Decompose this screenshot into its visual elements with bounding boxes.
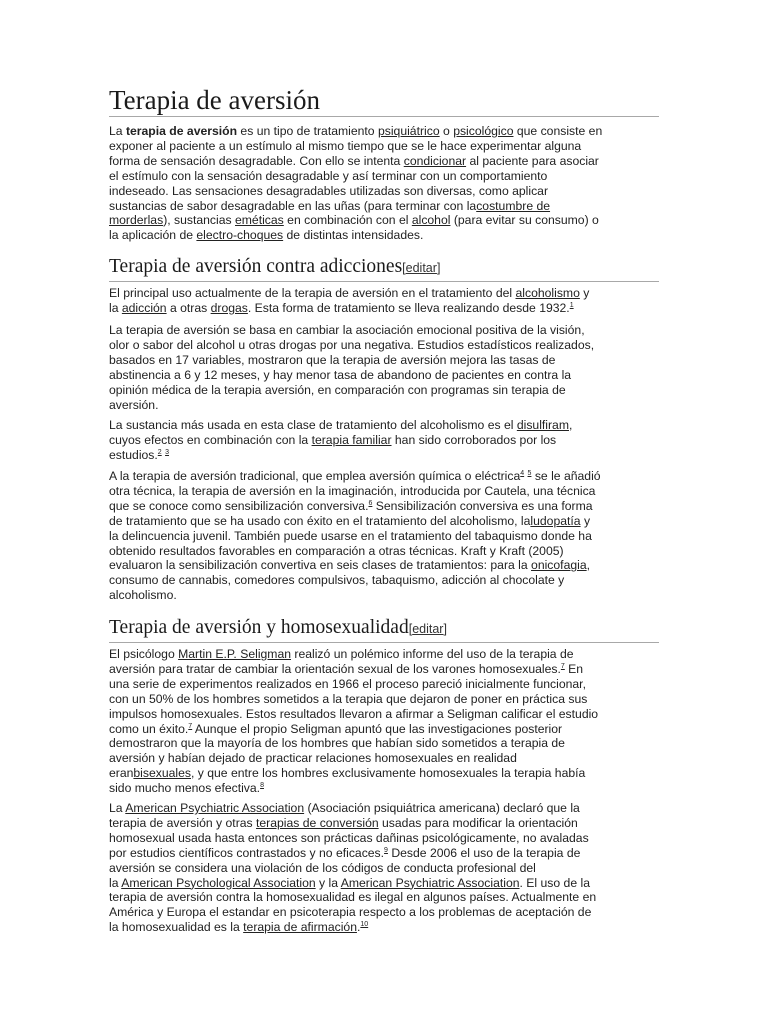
text-run: de tratamiento que se ha usado con éxito en el tratamiento del alcoholismo, la <box>109 513 531 528</box>
text-line <box>109 184 661 199</box>
text-line <box>109 323 661 338</box>
text-line <box>109 573 661 588</box>
text-line <box>109 751 661 766</box>
reference-link[interactable]: 1 <box>569 301 574 309</box>
text-run: la delincuencia juvenil. También puede usarse en el tratamiento del tabaquismo donde ha <box>109 528 592 543</box>
text-line <box>109 418 661 433</box>
text-run: aversión para tratar de cambiar la orientación sexual de los varones homosexuales. <box>109 661 561 676</box>
text-run: estudios. <box>109 447 158 462</box>
text-line <box>109 529 661 544</box>
section-heading-text: Terapia de aversión contra adicciones <box>109 256 403 277</box>
reference-link[interactable]: 3 <box>165 448 169 456</box>
text-line <box>109 469 661 484</box>
text-run: realizó un polémico informe del uso de la terapia de <box>291 647 574 661</box>
text-run: terapia de aversión y otras <box>109 815 257 830</box>
text-run: con un 50% de los hombres sometidos a la terapia que dejaron de poner en práctica sus <box>109 691 588 706</box>
text-line <box>109 448 661 463</box>
text-line <box>109 876 661 891</box>
text-run: Sensibilización conversiva es una forma <box>372 498 593 513</box>
text-run: impulsos homosexuales. Estos resultados llevaron a afirmar a Seligman calificar el estudio <box>109 706 599 721</box>
text-line <box>109 588 661 603</box>
text-line <box>109 383 661 398</box>
text-run: a otras <box>166 300 211 315</box>
article-link[interactable]: onicofagia <box>531 558 587 573</box>
text-run: se le añadió <box>531 469 601 483</box>
text-line <box>109 199 661 214</box>
text-line <box>109 831 661 846</box>
text-line <box>109 154 661 169</box>
text-run: (Asociación psiquiátrica americana) declaró que la <box>304 801 580 815</box>
text-run: demostraron que la mayoría de los hombres que habían sido sometidos a terapia de <box>109 736 565 751</box>
text-run: por estudios científicos contrastados y no eficaces. <box>109 845 385 860</box>
text-run: abstinencia a 6 y 12 meses, y hay menor tasa de abandono de pacientes en contra la <box>109 367 572 382</box>
text-line <box>109 846 661 861</box>
text-run: obtenido resultados favorables en comparación a otras técnicas. Kraft y Kraft (2005) <box>109 543 564 558</box>
text-run: forma de sensación desagradable. Con ello se intenta <box>109 153 404 168</box>
text-run: indeseado. Las sensaciones desagradables utilizadas son diversas, como aplicar <box>109 183 549 198</box>
text-line <box>109 890 661 905</box>
text-line <box>109 544 661 559</box>
text-run: otra técnica, la terapia de aversión en la imaginación, introducida por Cautela, una técnica <box>109 483 596 498</box>
text-run: basados en 17 variables, mostraron que la terapia de aversión mejora las tasas de <box>109 352 556 367</box>
text-run: que consiste en <box>513 124 603 138</box>
article-link[interactable]: American Psychiatric Association <box>340 875 520 890</box>
text-run: , <box>569 418 573 432</box>
reference-link[interactable]: 7 <box>560 662 565 670</box>
article-link[interactable]: alcoholismo <box>515 286 580 300</box>
text-line <box>109 662 661 677</box>
paragraph <box>109 286 661 316</box>
text-run: El psicólogo <box>109 647 179 661</box>
text-run: (para evitar su consumo) o <box>450 213 599 228</box>
text-run: homosexual usada hasta entonces son prácticas dañinas psicológicamente, no avaladas <box>109 830 589 845</box>
reference-link[interactable]: 9 <box>384 846 388 854</box>
text-run: cuyos efectos en combinación con la <box>109 432 312 447</box>
article-link[interactable]: terapia familiar <box>311 432 392 447</box>
text-line <box>109 301 661 316</box>
text-run: en combinación con el <box>283 213 412 228</box>
text-run: usadas para modificar la orientación <box>378 815 578 830</box>
bold-term: terapia de aversión <box>125 124 238 138</box>
reference-link[interactable]: 4 <box>520 470 525 477</box>
text-run: alcoholismo. <box>109 588 177 603</box>
text-line <box>109 286 661 301</box>
text-run: al paciente para asociar <box>466 153 599 168</box>
text-run: aversión. <box>109 397 159 412</box>
text-run: consumo de cannabis, comedores compulsivos, tabaquismo, adicción al chocolate y <box>109 573 565 588</box>
text-line <box>109 781 661 796</box>
text-run: ), sustancias <box>163 213 235 228</box>
text-line <box>109 338 661 353</box>
text-run: , y que entre los hombres exclusivamente homosexuales la terapia había <box>191 766 586 781</box>
text-run: La sustancia más usada en esta clase de tratamiento del alcoholismo es el <box>109 418 517 432</box>
article-link[interactable]: alcohol <box>411 213 451 228</box>
text-run: exponer al paciente a un estímulo al mismo tiempo que se le hace experimentar alguna <box>109 138 582 153</box>
text-run: aversión y habían dejado de practicar relaciones homosexuales en realidad <box>109 751 517 766</box>
article-link[interactable]: disulfiram <box>516 418 569 432</box>
text-run: de distintas intensidades. <box>283 228 424 243</box>
text-line <box>109 484 661 499</box>
text-line <box>109 920 661 935</box>
edit-section-link-group: [editar] <box>408 622 447 636</box>
text-run: olor o sabor del alcohol u otras drogas por una negativa. Estudios estadísticos realizados, <box>109 337 595 352</box>
article-link[interactable]: eméticas <box>235 213 284 228</box>
text-run: La <box>109 124 126 138</box>
text-run: sido mucho menos efectiva. <box>109 781 261 796</box>
text-run: una serie de experimentos realizados en 1966 el proceso pareció inicialmente funcionar, <box>109 676 586 691</box>
article-link[interactable]: electro-choques <box>196 228 284 243</box>
text-run: evaluaron la sensibilización convertiva en seis clases de tratamientos: para la <box>109 558 532 573</box>
text-run: eran <box>109 766 134 781</box>
text-run: la homosexualidad es la <box>109 920 244 935</box>
text-line <box>109 228 661 243</box>
text-line <box>109 905 661 920</box>
text-line <box>109 736 661 751</box>
text-run: Desde 2006 el uso de la terapia de <box>387 845 581 860</box>
section-heading-text: Terapia de aversión y homosexualidad <box>109 617 409 638</box>
text-run: . El uso de la <box>519 875 590 890</box>
paragraph <box>109 801 661 935</box>
text-run: que se conoce como sensibilización conversiva. <box>109 498 369 513</box>
text-line <box>109 816 661 831</box>
paragraph <box>109 323 661 412</box>
reference-link[interactable]: 5 <box>527 470 532 477</box>
text-run: A la terapia de aversión tradicional, que emplea aversión química o eléctrica <box>109 469 521 483</box>
text-run: opinión médica de la terapia aversión, en comparación con programas sin terapia de <box>109 382 566 397</box>
reference-link[interactable]: 7 <box>188 722 193 730</box>
text-run: . <box>356 920 361 935</box>
reference-link[interactable]: 2 <box>157 448 162 456</box>
text-run: y <box>579 286 590 300</box>
reference-link[interactable]: 6 <box>368 499 373 507</box>
reference-link[interactable]: 8 <box>260 782 264 790</box>
text-line <box>109 213 661 228</box>
article-link[interactable]: Martin E.P. Seligman <box>178 647 292 661</box>
article-link[interactable]: terapia de afirmación <box>243 920 357 935</box>
article-link[interactable]: psicológico <box>453 124 514 138</box>
paragraph <box>109 418 661 463</box>
article-link[interactable]: costumbre de <box>476 198 551 213</box>
text-run: aversión se considera una violación de los códigos de conducta profesional del <box>109 860 536 875</box>
article-link[interactable]: morderlas <box>109 213 164 228</box>
text-line <box>109 398 661 413</box>
paragraph <box>109 469 661 603</box>
article-link[interactable]: American Psychological Association <box>121 875 316 890</box>
text-line <box>109 801 661 816</box>
text-run: El principal uso actualmente de la terapia de aversión en el tratamiento del <box>109 286 516 300</box>
text-line <box>109 139 661 154</box>
text-run: la <box>109 300 122 315</box>
edit-section-link-group: [editar] <box>402 261 441 275</box>
text-run: La <box>109 801 126 815</box>
text-line <box>109 677 661 692</box>
section-heading <box>109 256 659 282</box>
text-run: la <box>109 875 122 890</box>
text-line <box>109 433 661 448</box>
text-line <box>109 368 661 383</box>
text-run: , <box>586 558 591 573</box>
text-run: o <box>439 124 454 138</box>
text-line <box>109 766 661 781</box>
text-run: y <box>580 513 591 528</box>
text-line <box>109 722 661 737</box>
article-link[interactable]: condicionar <box>403 153 467 168</box>
reference-link[interactable]: 10 <box>360 921 369 929</box>
article-link[interactable]: terapias de conversión <box>256 815 379 830</box>
text-line <box>109 514 661 529</box>
intro-paragraph <box>109 124 661 243</box>
text-run: han sido corroborados por los <box>391 432 557 447</box>
text-run: es un tipo de tratamiento <box>237 124 378 138</box>
section-heading <box>109 617 659 643</box>
text-line <box>109 499 661 514</box>
text-line <box>109 124 661 139</box>
text-line <box>109 353 661 368</box>
text-run: América y Europa el estandar en psicoterapia respecto a los problemas de aceptación de <box>109 905 592 920</box>
paragraph <box>109 647 661 796</box>
text-run: . Esta forma de tratamiento se lleva realizando desde 1932. <box>247 300 570 315</box>
text-run: y la <box>315 875 341 890</box>
article-link[interactable]: bisexuales <box>133 766 191 781</box>
article-link[interactable]: ludopatía <box>530 513 581 528</box>
page-title: Terapia de aversión <box>109 84 659 117</box>
text-run: terapia de aversión contra la homosexualidad es ilegal en algunos países. Actualmente en <box>109 890 597 905</box>
text-line <box>109 861 661 876</box>
article-link[interactable]: American Psychiatric Association <box>125 801 305 815</box>
edit-section-link[interactable]: editar <box>405 261 437 275</box>
article-link[interactable]: drogas <box>210 300 248 315</box>
text-run: el estímulo con la sensación desagradable y así terminar con un comportamiento <box>109 168 548 183</box>
text-line <box>109 558 661 573</box>
text-run: la aplicación de <box>109 228 197 243</box>
text-run: En <box>564 661 584 676</box>
text-run: como un éxito. <box>109 721 189 736</box>
text-run: Aunque el propio Seligman apuntó que las investigaciones posterior <box>192 721 563 736</box>
article-link[interactable]: psiquiátrico <box>377 124 440 138</box>
text-line <box>109 169 661 184</box>
text-line <box>109 647 661 662</box>
text-run: sustancias de sabor desagradable en las uñas (para terminar con la <box>109 198 477 213</box>
edit-section-link[interactable]: editar <box>412 622 444 636</box>
text-line <box>109 707 661 722</box>
text-line <box>109 692 661 707</box>
article-link[interactable]: adicción <box>121 300 167 315</box>
text-run: La terapia de aversión se basa en cambiar la asociación emocional positiva de la visión, <box>109 323 585 337</box>
